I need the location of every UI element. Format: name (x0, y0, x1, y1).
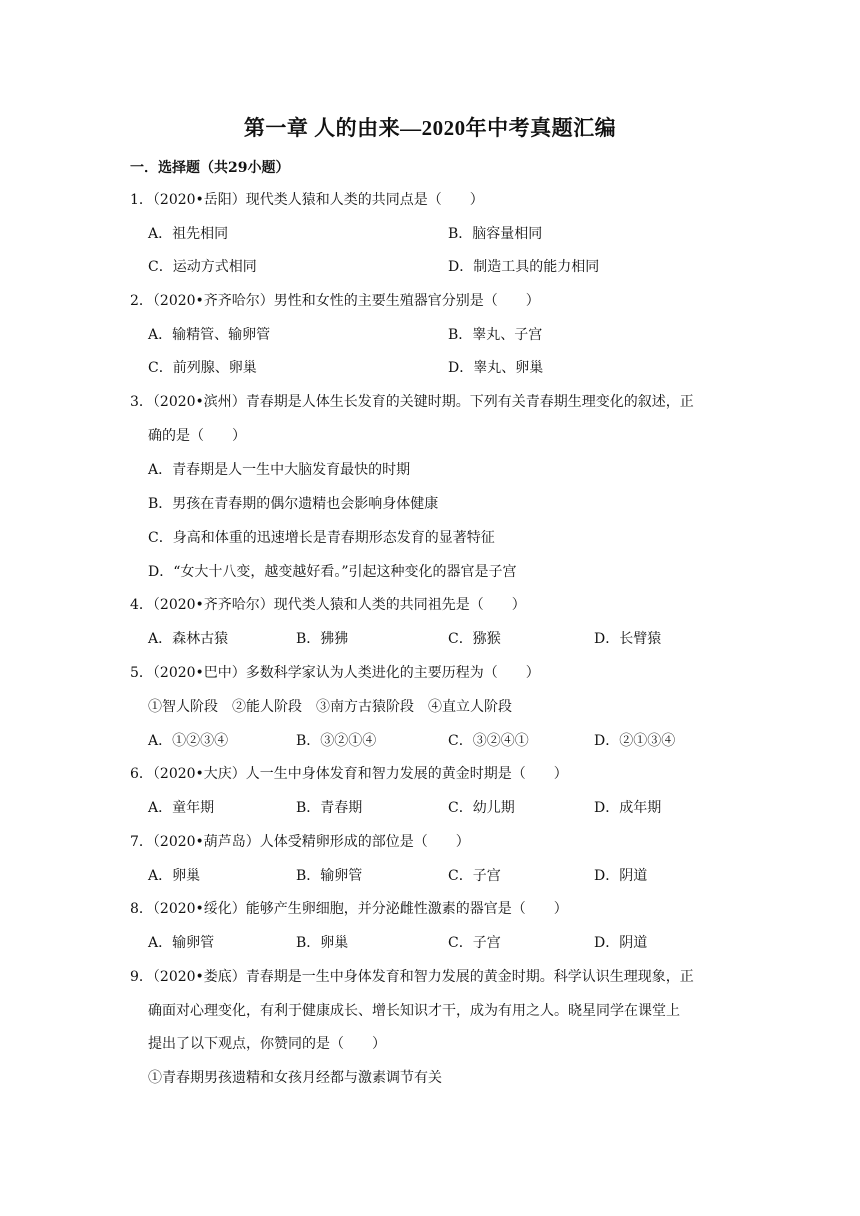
question-1-stem: 1．（2020•岳阳）现代类人猿和人类的共同点是（ ） (130, 192, 484, 208)
question-9-item-1: ①青春期男孩遗精和女孩月经都与激素调节有关 (148, 1070, 442, 1086)
question-6-option-a: A．童年期 (148, 800, 215, 816)
question-2-option-c: C．前列腺、卵巢 (148, 360, 257, 376)
question-1-option-d: D．制造工具的能力相同 (448, 259, 600, 275)
question-2-option-b: B．睾丸、子宫 (448, 327, 543, 343)
question-9-stem-continued-2: 提出了以下观点，你赞同的是（ ） (148, 1036, 386, 1052)
question-1-option-a: A．祖先相同 (148, 226, 229, 242)
question-3-option-d: D．“女大十八变，越变越好看。”引起这种变化的器官是子宫 (148, 564, 517, 580)
question-4-option-c: C．猕猴 (448, 631, 501, 647)
question-6-option-b: B．青春期 (296, 800, 363, 816)
question-9-stem: 9．（2020•娄底）青春期是一生中身体发育和智力发展的黄金时期。科学认识生理现象，正 (130, 969, 694, 985)
question-7-option-d: D．阴道 (594, 868, 648, 884)
question-6-option-d: D．成年期 (594, 800, 662, 816)
question-2-option-a: A．输精管、输卵管 (148, 327, 271, 343)
question-7-option-b: B．输卵管 (296, 868, 363, 884)
question-4-option-a: A．森林古猿 (148, 631, 229, 647)
question-3-option-a: A．青春期是人一生中大脑发育最快的时期 (148, 462, 411, 478)
question-5-stem: 5．（2020•巴中）多数科学家认为人类进化的主要历程为（ ） (130, 665, 540, 681)
section-heading: 一．选择题（共29小题） (130, 160, 290, 176)
question-8-option-d: D．阴道 (594, 935, 648, 951)
question-3-option-b: B．男孩在青春期的偶尔遗精也会影响身体健康 (148, 496, 439, 512)
question-7-stem: 7．（2020•葫芦岛）人体受精卵形成的部位是（ ） (130, 834, 470, 850)
question-2-option-d: D．睾丸、卵巢 (448, 360, 544, 376)
question-3-stem-continued: 确的是（ ） (148, 428, 246, 444)
question-3-stem: 3．（2020•滨州）青春期是人体生长发育的关键时期。下列有关青春期生理变化的叙述，正 (130, 394, 694, 410)
question-4-stem: 4．（2020•齐齐哈尔）现代类人猿和人类的共同祖先是（ ） (130, 597, 526, 613)
question-8-option-a: A．输卵管 (148, 935, 215, 951)
question-7-option-a: A．卵巢 (148, 868, 201, 884)
question-4-option-d: D．长臂猿 (594, 631, 662, 647)
question-5-option-d: D．②①③④ (594, 733, 676, 749)
question-9-stem-continued: 确面对心理变化，有利于健康成长、增长知识才干，成为有用之人。晓星同学在课堂上 (148, 1003, 680, 1019)
question-6-stem: 6．（2020•大庆）人一生中身体发育和智力发展的黄金时期是（ ） (130, 766, 568, 782)
question-8-option-c: C．子宫 (448, 935, 501, 951)
question-8-option-b: B．卵巢 (296, 935, 349, 951)
question-2-stem: 2．（2020•齐齐哈尔）男性和女性的主要生殖器官分别是（ ） (130, 293, 540, 309)
question-3-option-c: C．身高和体重的迅速增长是青春期形态发育的显著特征 (148, 530, 495, 546)
question-5-stages: ①智人阶段 ②能人阶段 ③南方古猿阶段 ④直立人阶段 (148, 699, 512, 715)
question-1-option-b: B．脑容量相同 (448, 226, 543, 242)
question-6-option-c: C．幼儿期 (448, 800, 515, 816)
question-7-option-c: C．子宫 (448, 868, 501, 884)
question-4-option-b: B．狒狒 (296, 631, 349, 647)
question-5-option-c: C．③②④① (448, 733, 529, 749)
question-5-option-b: B．③②①④ (296, 733, 377, 749)
question-5-option-a: A．①②③④ (148, 733, 229, 749)
question-1-option-c: C．运动方式相同 (148, 259, 257, 275)
page-title: 第一章 人的由来—2020年中考真题汇编 (243, 116, 617, 140)
question-8-stem: 8．（2020•绥化）能够产生卵细胞，并分泌雌性激素的器官是（ ） (130, 901, 568, 917)
